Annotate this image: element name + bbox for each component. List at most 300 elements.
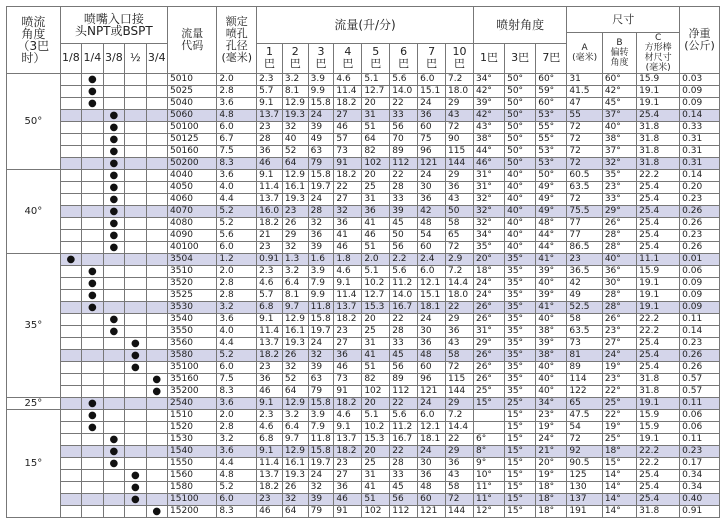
- flow-cell: 9.9: [308, 86, 334, 98]
- jet-angle-cell: 35°: [505, 362, 536, 374]
- dim-a-cell: 114: [567, 374, 602, 386]
- flow-code-cell: 4060: [168, 194, 217, 206]
- inlet-size-cell: [103, 278, 124, 290]
- dim-c-cell: 31.8: [637, 134, 680, 146]
- weight-cell: 0.91: [680, 506, 720, 518]
- dim-a-cell: 191: [567, 506, 602, 518]
- inlet-size-cell: [60, 494, 81, 506]
- flow-cell: 32: [308, 350, 334, 362]
- flow-cell: 72: [446, 122, 474, 134]
- inlet-size-cell: [60, 470, 81, 482]
- flow-cell: 16.7: [390, 302, 418, 314]
- flow-cell: 12.1: [418, 278, 446, 290]
- inlet-size-cell: [103, 254, 124, 266]
- flow-cell: 18.2: [334, 314, 362, 326]
- dim-c-cell: 25.4: [637, 470, 680, 482]
- dim-c-cell: 11.1: [637, 254, 680, 266]
- dim-c-cell: 15.9: [637, 410, 680, 422]
- inlet-marker-dot-icon: ●: [109, 230, 119, 241]
- header-spray-angle-text: 喷流 角度 （3巴 时）: [17, 15, 50, 65]
- jet-angle-cell: 40°: [505, 182, 536, 194]
- flow-cell: 6.0: [418, 74, 446, 86]
- jet-angle-cell: 49°: [536, 194, 567, 206]
- flow-cell: 13.7: [257, 110, 283, 122]
- flow-cell: 4.6: [334, 74, 362, 86]
- inlet-size-cell: [146, 482, 167, 494]
- flow-code-cell: 3530: [168, 302, 217, 314]
- inlet-size-cell: [146, 278, 167, 290]
- flow-cell: 33: [390, 470, 418, 482]
- inlet-size-cell: [103, 422, 124, 434]
- weight-cell: 0.09: [680, 278, 720, 290]
- flow-cell: 4.6: [257, 278, 283, 290]
- jet-angle-cell: 35°: [505, 374, 536, 386]
- jet-angle-cell: 24°: [536, 434, 567, 446]
- jet-angle-cell: 10°: [473, 470, 504, 482]
- dim-a-cell: 72: [567, 146, 602, 158]
- dim-c-cell: 19.1: [637, 86, 680, 98]
- flow-cell: 15.3: [362, 302, 390, 314]
- flow-cell: 32: [282, 122, 308, 134]
- inlet-size-cell: [125, 422, 146, 434]
- inlet-size-cell: [82, 446, 103, 458]
- flow-cell: 29: [446, 446, 474, 458]
- inlet-size-cell: [82, 506, 103, 518]
- header-pressure-6: [390, 43, 418, 73]
- dim-b-cell: 28°: [602, 230, 636, 242]
- flow-cell: 19.7: [308, 326, 334, 338]
- jet-angle-cell: 35°: [505, 326, 536, 338]
- flow-code-cell: 3560: [168, 338, 217, 350]
- orifice-cell: 2.8: [217, 290, 257, 302]
- flow-cell: 58: [446, 482, 474, 494]
- inlet-size-cell: [103, 98, 124, 110]
- flow-cell: 3.2: [282, 266, 308, 278]
- weight-cell: 0.14: [680, 326, 720, 338]
- flow-code-cell: 1580: [168, 482, 217, 494]
- flow-cell: 7.9: [308, 422, 334, 434]
- inlet-size-cell: [103, 242, 124, 254]
- flow-cell: 20: [362, 398, 390, 410]
- inlet-size-cell: [125, 482, 146, 494]
- flow-cell: 14.4: [446, 278, 474, 290]
- dim-a-cell: 47: [567, 98, 602, 110]
- orifice-cell: 4.4: [217, 194, 257, 206]
- header-size-1-4: 1/4: [82, 43, 103, 73]
- flow-cell: 28: [390, 182, 418, 194]
- flow-cell: 9.7: [282, 434, 308, 446]
- flow-code-cell: 1530: [168, 434, 217, 446]
- table-row: [7, 434, 720, 446]
- inlet-size-cell: [60, 458, 81, 470]
- inlet-size-cell: [103, 134, 124, 146]
- flow-cell: 1.3: [282, 254, 308, 266]
- flow-cell: 60: [418, 242, 446, 254]
- flow-code-cell: 50200: [168, 158, 217, 170]
- inlet-marker-dot-icon: ●: [152, 506, 162, 517]
- flow-cell: 7.2: [446, 266, 474, 278]
- weight-cell: 0.06: [680, 266, 720, 278]
- table-row: [7, 374, 720, 386]
- flow-cell: 11.8: [308, 302, 334, 314]
- inlet-size-cell: [82, 230, 103, 242]
- inlet-size-cell: [60, 386, 81, 398]
- table-row: [7, 158, 720, 170]
- dim-c-cell: 19.1: [637, 302, 680, 314]
- inlet-marker-dot-icon: ●: [109, 446, 119, 457]
- orifice-cell: 2.8: [217, 422, 257, 434]
- dim-c-cell: 31.8: [637, 374, 680, 386]
- inlet-size-cell: [146, 110, 167, 122]
- dim-b-cell: 32°: [602, 158, 636, 170]
- header-size-1-8: 1/8: [60, 43, 81, 73]
- inlet-size-cell: [103, 302, 124, 314]
- inlet-size-cell: [125, 230, 146, 242]
- inlet-marker-dot-icon: ●: [109, 110, 119, 121]
- flow-cell: 11.4: [334, 290, 362, 302]
- flow-cell: 4.6: [334, 266, 362, 278]
- jet-angle-cell: 35°: [505, 386, 536, 398]
- dim-b-cell: 22°: [602, 386, 636, 398]
- dim-a-cell: 137: [567, 494, 602, 506]
- flow-cell: 1.8: [334, 254, 362, 266]
- flow-cell: 18.1: [418, 434, 446, 446]
- weight-cell: 0.23: [680, 230, 720, 242]
- jet-angle-cell: 15°: [505, 494, 536, 506]
- jet-angle-cell: 40°: [505, 242, 536, 254]
- inlet-size-cell: [146, 170, 167, 182]
- flow-cell: 51: [362, 242, 390, 254]
- flow-code-cell: 3504: [168, 254, 217, 266]
- flow-cell: 9.1: [257, 98, 283, 110]
- flow-cell: 29: [446, 170, 474, 182]
- jet-angle-cell: 40°: [536, 374, 567, 386]
- dim-c-cell: 25.4: [637, 482, 680, 494]
- jet-angle-cell: 35°: [505, 290, 536, 302]
- inlet-size-cell: [82, 338, 103, 350]
- flow-cell: 24: [308, 470, 334, 482]
- jet-angle-cell: 18°: [473, 266, 504, 278]
- jet-angle-cell: 12°: [473, 506, 504, 518]
- inlet-size-cell: [103, 158, 124, 170]
- flow-cell: 25: [362, 182, 390, 194]
- jet-angle-cell: 18°: [536, 494, 567, 506]
- header-weight: [680, 7, 720, 74]
- flow-cell: 11.4: [257, 458, 283, 470]
- jet-angle-cell: 34°: [536, 398, 567, 410]
- flow-code-cell: 5040: [168, 98, 217, 110]
- flow-cell: 90: [446, 134, 474, 146]
- inlet-size-cell: [60, 410, 81, 422]
- jet-angle-cell: 40°: [505, 230, 536, 242]
- inlet-size-cell: [125, 110, 146, 122]
- flow-cell: 46: [334, 122, 362, 134]
- orifice-cell: 8.3: [217, 386, 257, 398]
- flow-cell: 6.0: [418, 266, 446, 278]
- flow-cell: 60: [418, 494, 446, 506]
- orifice-cell: 6.0: [217, 362, 257, 374]
- inlet-size-cell: [60, 398, 81, 410]
- inlet-size-cell: [125, 134, 146, 146]
- inlet-size-cell: [103, 122, 124, 134]
- flow-cell: 52: [282, 374, 308, 386]
- table-row: [7, 362, 720, 374]
- flow-cell: 79: [308, 158, 334, 170]
- flow-cell: 72: [446, 362, 474, 374]
- dim-c-cell: 25.4: [637, 362, 680, 374]
- inlet-size-cell: [125, 86, 146, 98]
- jet-angle-cell: 20°: [536, 458, 567, 470]
- flow-cell: 36: [334, 350, 362, 362]
- weight-cell: 0.33: [680, 122, 720, 134]
- inlet-size-cell: [60, 230, 81, 242]
- orifice-cell: 4.4: [217, 338, 257, 350]
- flow-cell: 31: [362, 470, 390, 482]
- flow-cell: 46: [334, 242, 362, 254]
- dim-a-cell: 77: [567, 230, 602, 242]
- inlet-size-cell: [125, 158, 146, 170]
- jet-angle-cell: 21°: [536, 446, 567, 458]
- flow-cell: 46: [257, 506, 283, 518]
- flow-cell: 41: [362, 350, 390, 362]
- inlet-size-cell: [146, 230, 167, 242]
- flow-cell: 22: [390, 398, 418, 410]
- flow-cell: 15.8: [308, 446, 334, 458]
- flow-cell: 63: [308, 146, 334, 158]
- flow-cell: 20: [362, 314, 390, 326]
- dim-a-cell: 86.5: [567, 242, 602, 254]
- flow-code-cell: 35200: [168, 386, 217, 398]
- flow-cell: 15.8: [308, 314, 334, 326]
- inlet-size-cell: [82, 434, 103, 446]
- inlet-marker-dot-icon: ●: [88, 278, 97, 289]
- orifice-cell: 4.0: [217, 182, 257, 194]
- flow-cell: 121: [418, 158, 446, 170]
- jet-angle-cell: 15°: [505, 482, 536, 494]
- flow-cell: 3.9: [308, 410, 334, 422]
- weight-cell: 0.34: [680, 482, 720, 494]
- dim-a-cell: 23: [567, 254, 602, 266]
- inlet-marker-dot-icon: ●: [109, 458, 119, 469]
- inlet-size-cell: [146, 362, 167, 374]
- inlet-size-cell: [60, 254, 81, 266]
- inlet-marker-dot-icon: ●: [109, 206, 119, 217]
- inlet-marker-dot-icon: ●: [109, 242, 119, 253]
- flow-cell: 11.4: [334, 86, 362, 98]
- inlet-size-cell: [103, 482, 124, 494]
- dim-b-cell: 30°: [602, 278, 636, 290]
- inlet-size-cell: [146, 434, 167, 446]
- flow-cell: 36: [446, 458, 474, 470]
- flow-cell: 51: [362, 122, 390, 134]
- flow-cell: 144: [446, 386, 474, 398]
- flow-cell: 39: [308, 362, 334, 374]
- orifice-cell: 3.6: [217, 446, 257, 458]
- flow-cell: 14.0: [390, 86, 418, 98]
- flow-code-cell: 35160: [168, 374, 217, 386]
- inlet-size-cell: [60, 146, 81, 158]
- inlet-size-cell: [82, 482, 103, 494]
- inlet-size-cell: [146, 74, 167, 86]
- flow-cell: 32: [282, 494, 308, 506]
- flow-cell: 2.0: [362, 254, 390, 266]
- flow-cell: 32: [282, 242, 308, 254]
- inlet-size-cell: [125, 326, 146, 338]
- jet-angle-cell: 39°: [536, 290, 567, 302]
- flow-cell: 112: [390, 158, 418, 170]
- flow-cell: 16.7: [390, 434, 418, 446]
- flow-cell: 144: [446, 158, 474, 170]
- jet-angle-cell: 26°: [473, 302, 504, 314]
- jet-angle-cell: 19°: [536, 422, 567, 434]
- jet-angle-cell: 60°: [536, 74, 567, 86]
- inlet-size-cell: [82, 458, 103, 470]
- header-dim-c-text: C 方形棒 材尺寸 (毫米): [644, 33, 672, 73]
- flow-cell: 96: [418, 146, 446, 158]
- inlet-marker-dot-icon: ●: [109, 146, 119, 157]
- dim-b-cell: 23°: [602, 182, 636, 194]
- dim-a-cell: 90.5: [567, 458, 602, 470]
- flow-code-cell: 4050: [168, 182, 217, 194]
- flow-cell: 6.0: [418, 410, 446, 422]
- dim-a-cell: 77: [567, 218, 602, 230]
- flow-cell: 28: [257, 134, 283, 146]
- inlet-size-cell: [146, 374, 167, 386]
- jet-angle-cell: 35°: [473, 242, 504, 254]
- orifice-cell: 6.0: [217, 494, 257, 506]
- dim-b-cell: 14°: [602, 494, 636, 506]
- dim-b-cell: 37°: [602, 110, 636, 122]
- inlet-marker-dot-icon: ●: [109, 134, 119, 145]
- weight-cell: 0.40: [680, 494, 720, 506]
- flow-cell: 102: [362, 506, 390, 518]
- flow-cell: 51: [362, 494, 390, 506]
- dim-b-cell: 14°: [602, 482, 636, 494]
- jet-angle-cell: 42°: [473, 110, 504, 122]
- flow-cell: 15.8: [308, 170, 334, 182]
- flow-cell: 41: [334, 230, 362, 242]
- weight-cell: 0.20: [680, 182, 720, 194]
- flow-cell: 24: [308, 110, 334, 122]
- flow-cell: 24: [418, 398, 446, 410]
- flow-cell: 27: [334, 470, 362, 482]
- dim-c-cell: 31.8: [637, 122, 680, 134]
- flow-cell: 72: [446, 242, 474, 254]
- orifice-cell: 5.6: [217, 230, 257, 242]
- flow-code-cell: 4040: [168, 170, 217, 182]
- header-orifice: [217, 7, 257, 74]
- flow-cell: 24: [418, 170, 446, 182]
- dim-b-cell: 25°: [602, 434, 636, 446]
- table-row: [7, 506, 720, 518]
- flow-cell: 36: [418, 110, 446, 122]
- table-row: [7, 98, 720, 110]
- jet-angle-cell: 55°: [536, 122, 567, 134]
- inlet-size-cell: [125, 170, 146, 182]
- flow-cell: 36: [334, 218, 362, 230]
- inlet-marker-dot-icon: ●: [109, 194, 119, 205]
- flow-cell: 54: [418, 230, 446, 242]
- inlet-size-cell: [125, 290, 146, 302]
- jet-angle-cell: 15°: [473, 398, 504, 410]
- header-pressure-7: [418, 43, 446, 73]
- dim-c-cell: 31.8: [637, 506, 680, 518]
- inlet-size-cell: [125, 206, 146, 218]
- jet-angle-cell: 38°: [536, 350, 567, 362]
- header-weight-text: 净重 (公斤): [684, 27, 715, 52]
- flow-cell: 43: [446, 194, 474, 206]
- jet-angle-cell: 38°: [473, 134, 504, 146]
- flow-cell: 45: [390, 218, 418, 230]
- orifice-cell: 3.2: [217, 302, 257, 314]
- jet-angle-cell: 53°: [536, 110, 567, 122]
- dim-b-cell: 25°: [602, 398, 636, 410]
- orifice-cell: 7.5: [217, 374, 257, 386]
- flow-cell: 16.0: [257, 206, 283, 218]
- flow-cell: 89: [390, 146, 418, 158]
- flow-code-cell: 15100: [168, 494, 217, 506]
- flow-cell: 48: [418, 350, 446, 362]
- orifice-cell: 5.2: [217, 206, 257, 218]
- orifice-cell: 8.3: [217, 158, 257, 170]
- flow-cell: 29: [446, 398, 474, 410]
- flow-cell: 32: [308, 218, 334, 230]
- dim-c-cell: 15.9: [637, 266, 680, 278]
- inlet-marker-dot-icon: ●: [88, 74, 97, 85]
- flow-cell: 75: [418, 134, 446, 146]
- table-body: [7, 74, 720, 518]
- inlet-size-cell: [146, 266, 167, 278]
- table-row: [7, 206, 720, 218]
- flow-code-cell: 3550: [168, 326, 217, 338]
- jet-angle-cell: 50°: [505, 98, 536, 110]
- flow-cell: 57: [334, 134, 362, 146]
- inlet-size-cell: [125, 362, 146, 374]
- inlet-size-cell: [82, 134, 103, 146]
- inlet-size-cell: [60, 182, 81, 194]
- dim-c-cell: 22.2: [637, 446, 680, 458]
- jet-angle-cell: 15°: [505, 458, 536, 470]
- flow-cell: 26: [282, 218, 308, 230]
- jet-angle-cell: 50°: [505, 86, 536, 98]
- orifice-cell: 2.8: [217, 86, 257, 98]
- table-row: [7, 134, 720, 146]
- flow-code-cell: 2540: [168, 398, 217, 410]
- jet-angle-cell: 53°: [536, 158, 567, 170]
- inlet-size-cell: [82, 410, 103, 422]
- inlet-size-cell: [103, 386, 124, 398]
- flow-code-cell: 1540: [168, 446, 217, 458]
- flow-cell: 50: [446, 206, 474, 218]
- inlet-size-cell: [146, 422, 167, 434]
- inlet-marker-dot-icon: ●: [109, 122, 119, 133]
- dim-b-cell: 37°: [602, 146, 636, 158]
- dim-c-cell: 22.2: [637, 170, 680, 182]
- flow-cell: 24: [308, 338, 334, 350]
- dim-b-cell: 15°: [602, 458, 636, 470]
- orifice-cell: 3.6: [217, 98, 257, 110]
- flow-cell: 23: [257, 362, 283, 374]
- dim-c-cell: 25.4: [637, 194, 680, 206]
- inlet-size-cell: [146, 350, 167, 362]
- nozzle-spec-table: [6, 6, 720, 518]
- flow-cell: 50: [390, 230, 418, 242]
- orifice-cell: 8.3: [217, 506, 257, 518]
- table-row: [7, 266, 720, 278]
- flow-cell: 3.9: [308, 74, 334, 86]
- orifice-cell: 2.0: [217, 410, 257, 422]
- dim-a-cell: 42: [567, 278, 602, 290]
